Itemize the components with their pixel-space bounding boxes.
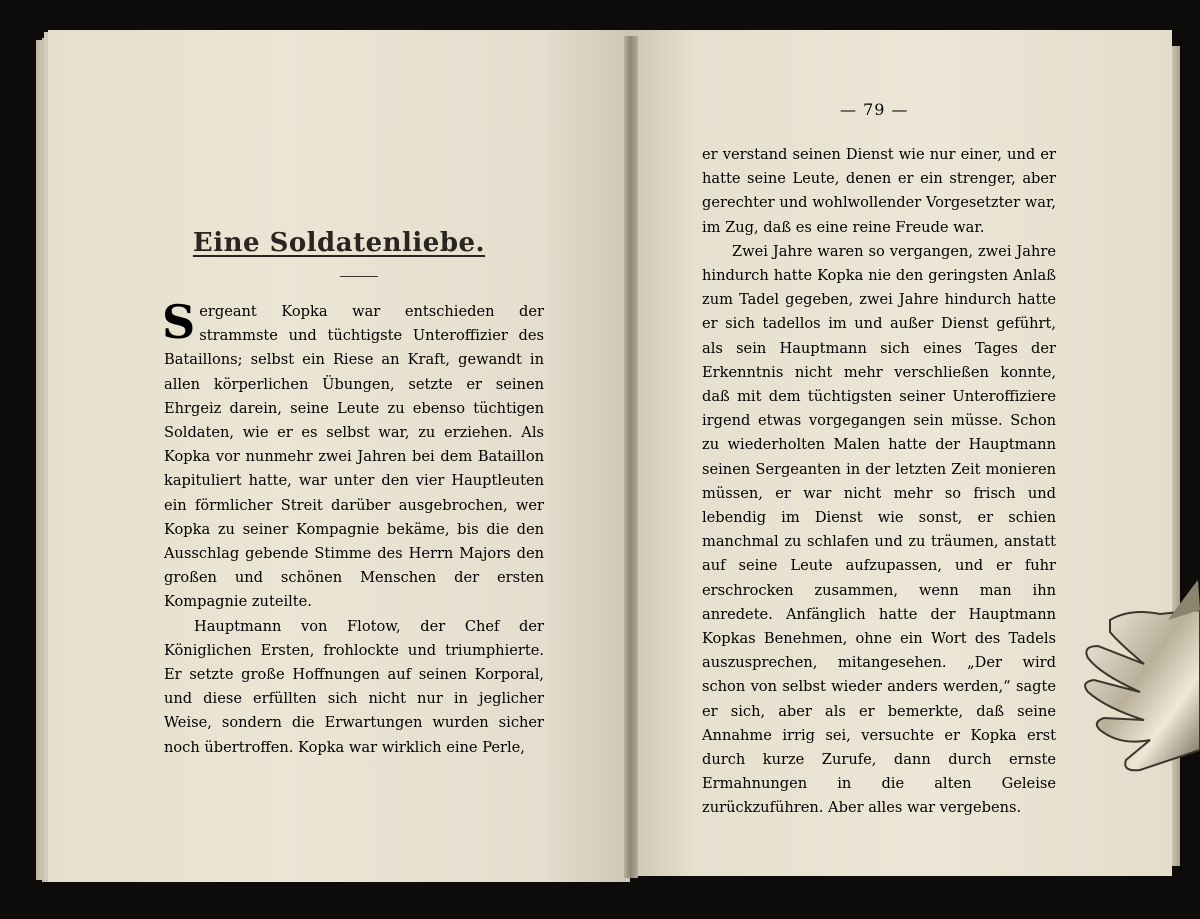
chapter-heading: Eine Soldatenliebe. bbox=[192, 228, 486, 258]
drop-cap: S bbox=[162, 295, 196, 349]
book-gutter bbox=[624, 36, 638, 878]
right-page-text bbox=[702, 143, 1056, 821]
left-paragraph-2: Hauptmann von Flotow, der Chef der Königlichen Ersten, frohlockte und triumphierte. Er setzte große Hoffnungen auf seinen Korporal, und diese erfüllten sich nicht nur in jeglicher Weise, sondern die Erwartungen wurden sicher noch übertroffen. Kopka war wirklich eine Perle, bbox=[164, 617, 544, 756]
left-paragraph-1-text: ergeant Kopka war entschieden der strammste und tüchtigste Unteroffizier des Bataillons; selbst ein Riese an Kraft, gewandt in allen körperlichen Übungen, setzte er seinen Ehrgeiz darein, seine Leute zu ebenso tüchtigen Soldaten, wie er es selbst war, zu erziehen. Als Kopka vor nunmehr zwei Jahren bei dem Bataillon kapituliert hatte, war unter den vier Hauptleuten ein förmlicher Streit darüber ausgebrochen, wer Kopka zu seiner Kompagnie bekäme, bis die den Ausschlag gebende Stimme des Herrn Majors den großen und schönen Menschen der ersten Kompagnie zuteilte. bbox=[164, 303, 544, 611]
right-paragraph-1: er verstand seinen Dienst wie nur einer, und er hatte seine Leute, denen er ein strenger, aber gerechter und wohlwollender Vorgesetzter war, im Zug, daß es eine reine Freude war. bbox=[702, 146, 1056, 236]
heading-rule bbox=[340, 276, 378, 277]
left-paragraph-1 bbox=[162, 295, 544, 615]
metal-hand-bookmark-icon bbox=[1070, 580, 1200, 780]
right-paragraph-2: Zwei Jahre waren so vergangen, zwei Jahre hindurch hatte Kopka nie den geringsten Anlaß zum Tadel gegeben, zwei Jahre hindurch hatte er sich tadellos im und außer Dienst geführt, als sein Hauptmann sich eines Tages der Erkenntnis nicht mehr verschließen konnte, daß mit dem tüchtigsten seiner Unteroffiziere irgend etwas vorgegangen sein müsse. Schon zu wiederholten Malen hatte der Hauptmann seinen Sergeanten in der letzten Zeit monieren müssen, er war nicht mehr so frisch und lebendig im Dienst wie sonst, er schien manchmal zu schlafen und zu träumen, anstatt auf seine Leute aufzupassen, und er fuhr erschrocken zusammen, wenn man ihn anredete. Anfänglich hatte der Hauptmann Kopkas Benehmen, ohne ein Wort des Tadels auszusprechen, mitangesehen. „Der wird schon von selbst wieder anders werden,“ sagte er sich, aber als er bemerkte, daß seine Annahme irrig sei, versuchte er Kopka erst durch kurze Zurufe, dann durch ernste Ermahnungen in die alten Geleise zurückzuführen. Aber alles war vergebens. bbox=[702, 242, 1056, 817]
page-number: — 79 — bbox=[840, 100, 909, 119]
left-page-text bbox=[162, 295, 544, 760]
